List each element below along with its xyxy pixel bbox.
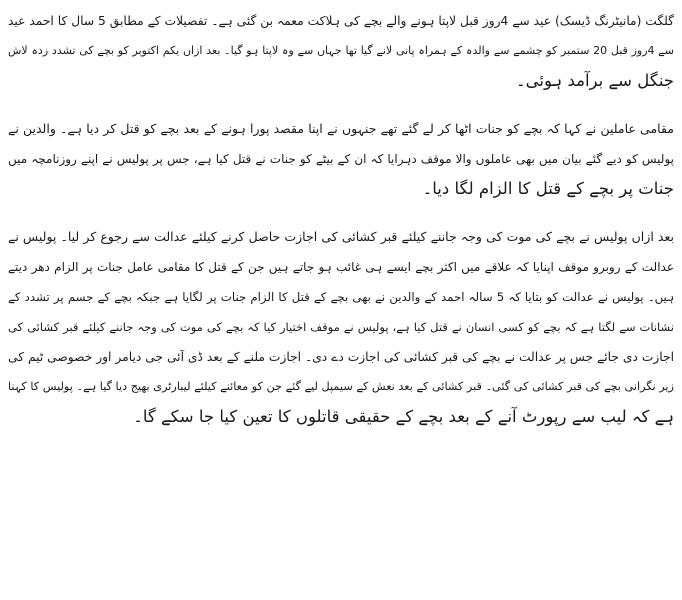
text-line: جنگل سے برآمد ہوئی۔ <box>516 71 674 90</box>
text-line: مقامی عاملین نے کہا کہ بچے کو جنات اٹھا کر لے گئے تھے جنہوں نے اپنا مقصد پورا ہونے کے بعد بچے کو قتل کر دیا ہے۔ والدین نے <box>8 121 674 136</box>
text-line: زیر نگرانی بچے کی قبر کشائی کی گئی۔ قبر کشائی کے بعد نعش کے سیمپل لیے گئے جن کو معائنے کیلئے لیبارٹری بھیج دیا گیا ہے۔ پولیس کا کہنا <box>8 380 674 393</box>
text-line: بعد ازاں پولیس نے بچے کی موت کی وجہ جاننے کیلئے قبر کشائی کی اجازت حاصل کرنے کیلئے عدالت سے رجوع کر لیا۔ پولیس نے <box>8 229 674 244</box>
text-line: اجازت دی جائے جس پر عدالت نے بچے کی قبر کشائی کی اجازت دے دی۔ اجازت ملنے کے بعد ڈی آئی جی دیامر اور خصوصی ٹیم کی <box>8 350 674 364</box>
text-line: پولیس کو دیے گئے بیان میں بھی عاملوں والا موقف دہرایا کہ ان کے بیٹے کو جنات نے قتل کیا ہے، جس پر پولیس نے اپنے روزنامچہ میں <box>8 152 674 166</box>
text-line: عدالت کے روبرو موقف اپنایا کہ علاقے میں اکثر بچے ایسے ہی غائب ہو جاتے ہیں جن کے قتل کا مقامی عامل جنات پر الزام دھر دیتے <box>8 260 674 274</box>
paragraph-claim <box>8 114 674 204</box>
paragraph-court <box>8 222 674 432</box>
text-line: ہے کہ لیب سے رپورٹ آنے کے بعد بچے کے حقیقی قاتلوں کا تعین کیا جا سکے گا۔ <box>133 407 674 426</box>
text-line: نشانات سے لگتا ہے کہ بچے کو کسی انسان نے قتل کیا ہے، پولیس نے موقف اختیار کیا کہ بچے کی موت کی وجہ جاننے کیلئے قبر کشائی کی <box>8 320 674 334</box>
text-line: گلگت (مانیٹرنگ ڈیسک) عید سے 4روز قبل لاپتا ہونے والے بچے کی ہلاکت معمہ بن گئی ہے۔ تفصیلات کے مطابق 5 سال کا احمد عید <box>8 14 674 28</box>
text-line: جنات پر بچے کے قتل کا الزام لگا دیا۔ <box>422 179 674 198</box>
text-line: سے 4روز قبل 20 ستمبر کو چشمے سے والدہ کے ہمراہ پانی لانے گیا تھا جہاں سے وہ لاپتا ہو گیا۔ بعد ازاں یکم اکتوبر کو بچے کی تشدد زدہ لاش <box>8 44 674 57</box>
text-line: ہیں۔ پولیس نے عدالت کو بتایا کہ 5 سالہ احمد کے والدین نے بھی بچے کے قتل کا الزام جنات پر لگایا ہے جبکہ بچے کے جسم پر تشدد کے <box>8 290 674 304</box>
paragraph-intro <box>8 6 674 96</box>
